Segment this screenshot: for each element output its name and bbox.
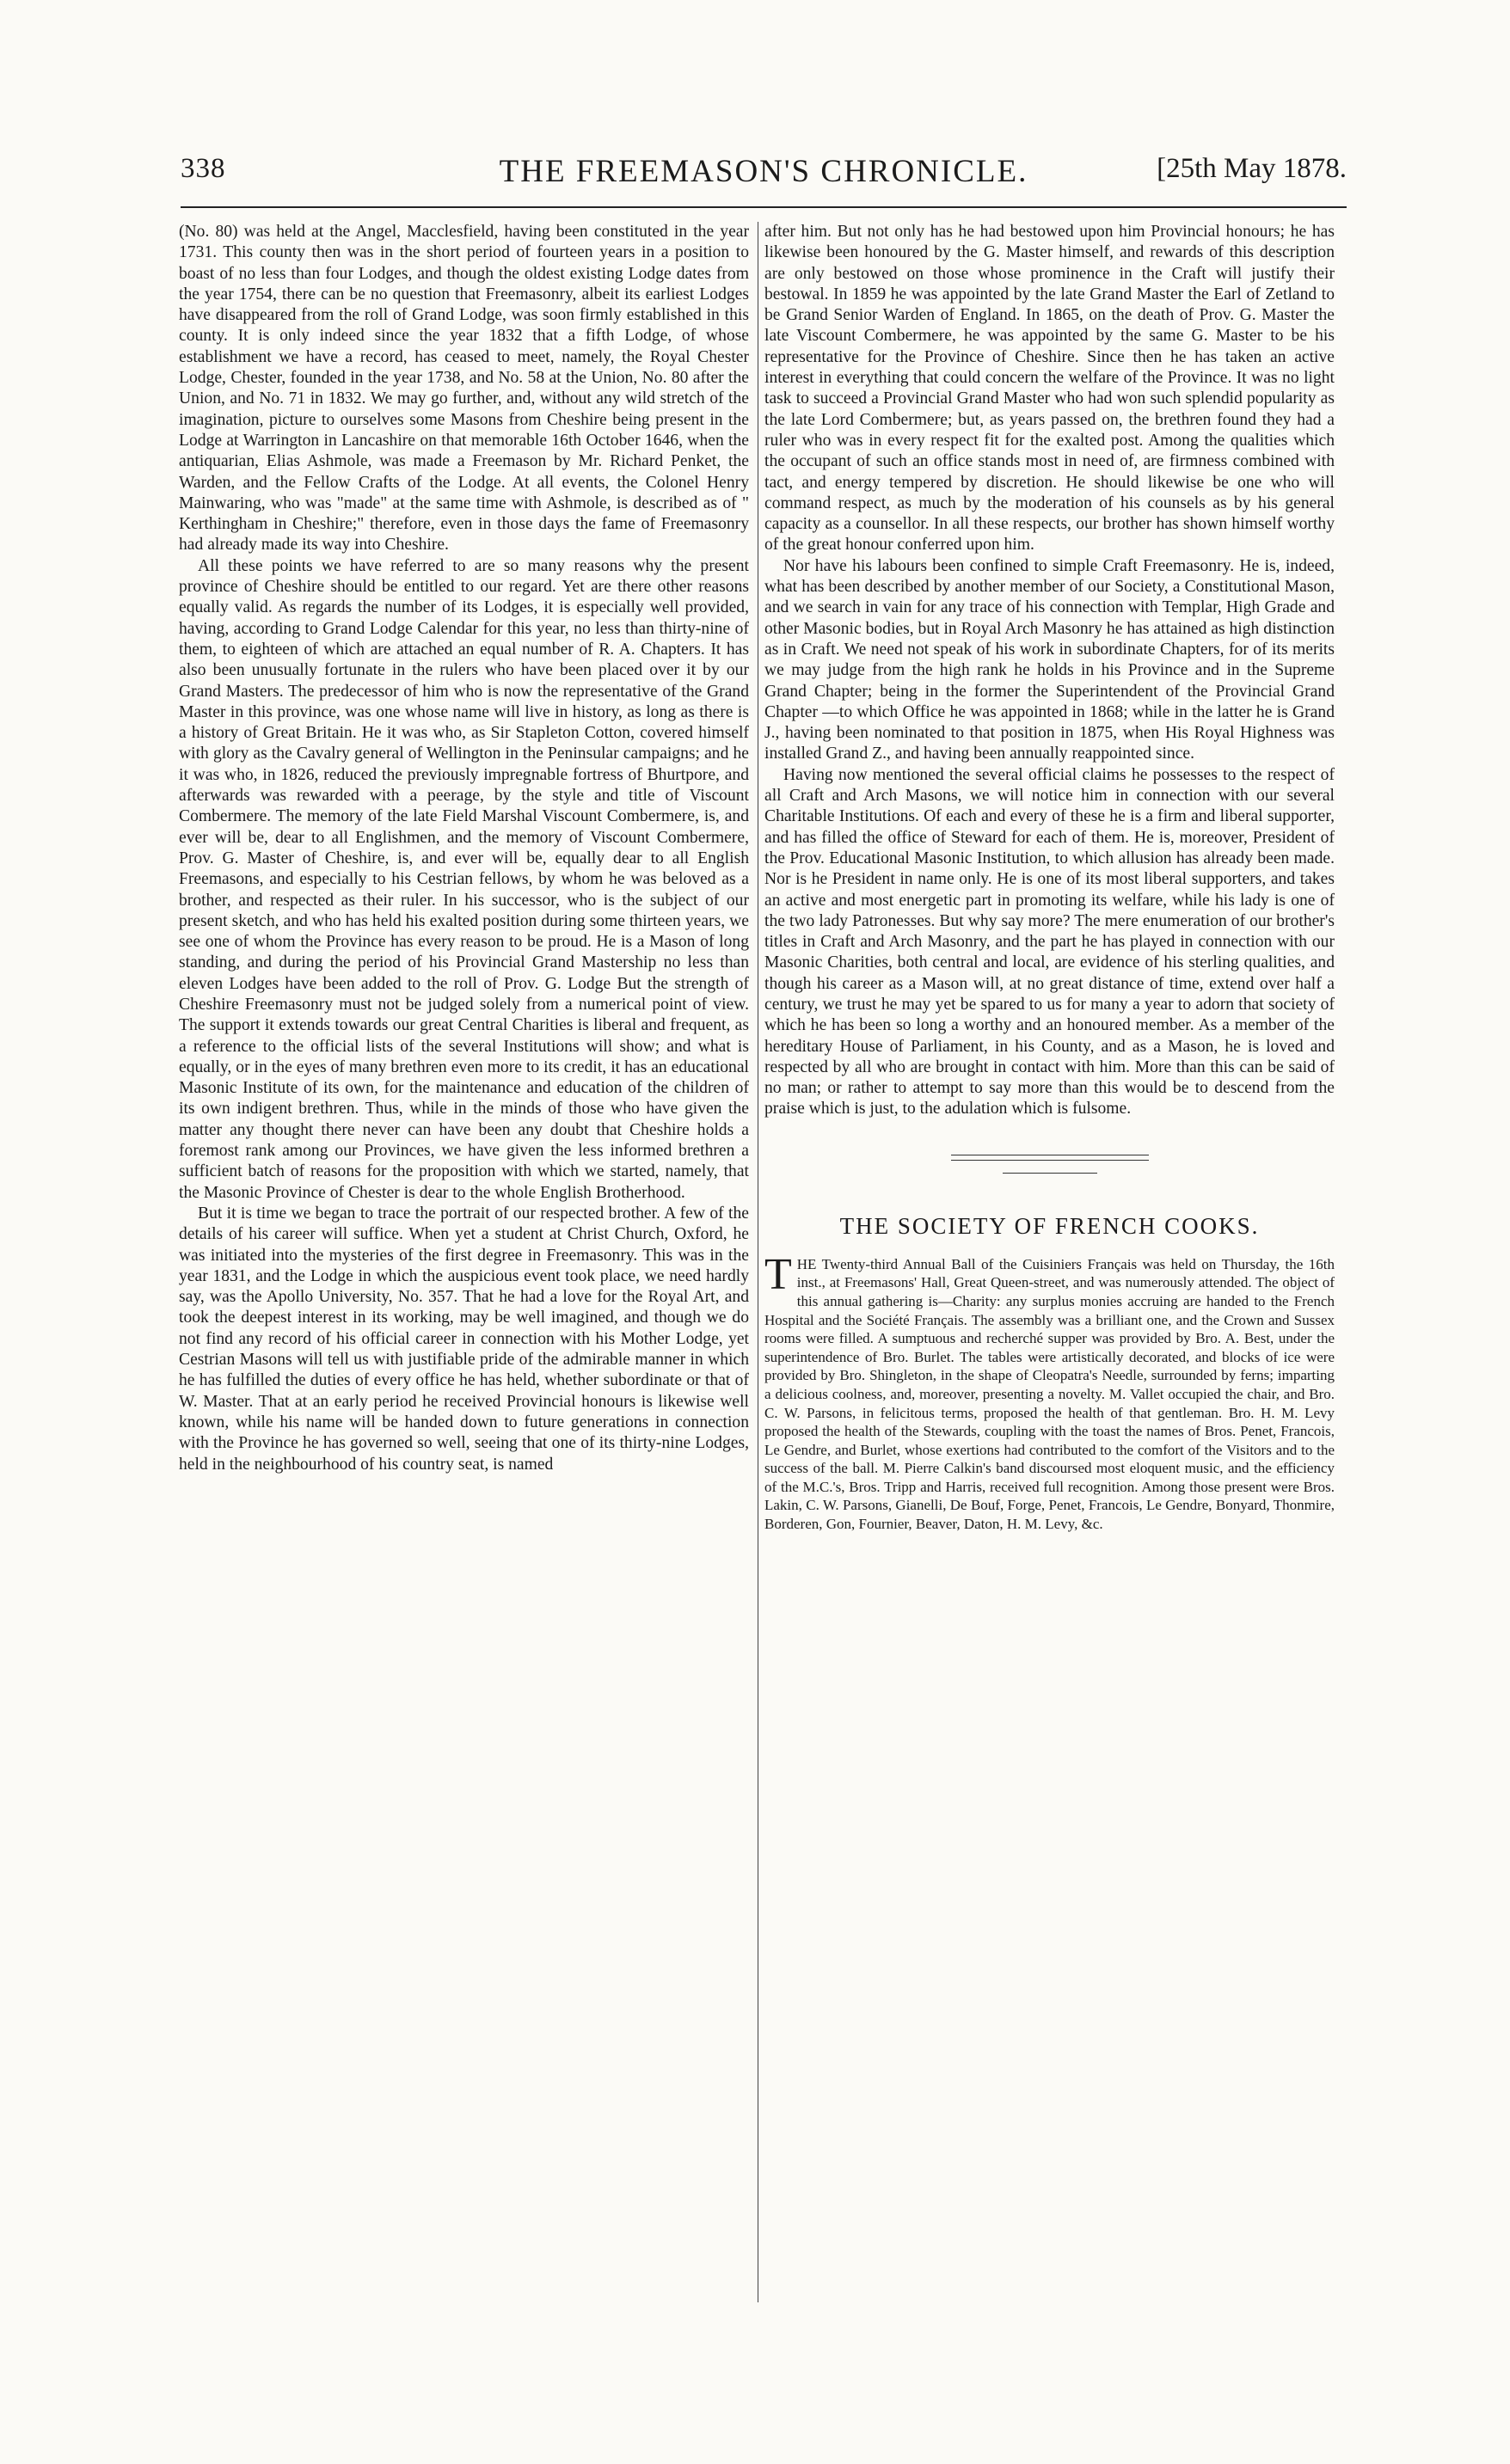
french-cooks-body: HE Twenty-third Annual Ball of the Cuisiniers Français was held on Thursday, the 16th inst., at Freemasons' Hall, Great Queen-street, and was numerously attended. The object of this annual gathering is—Charity: any surplus monies accruing are handed to the French Hospital and the Société Français. The assembly was a brilliant one, and the Crown and Sussex rooms were filled. A sumptuous and recherché supper was provided by Bro. A. Best, under the superintendence of Bro. Burlet. The tables were artistically decorated, and blocks of ice were provided by Bro. Shingleton, in the shape of Cleopatra's Needle, surrounded by ferns; imparting a delicious coolness, and, moreover, presenting a novelty. M. Vallet occupied the chair, and Bro. C. W. Parsons, in felicitous terms, proposed the health of that gentleman. Bro. H. M. Levy proposed the health of the Stewards, coupling with the toast the names of Bros. Penet, Francois, Le Gendre, and Burlet, whose exertions had contributed to the comfort of the Visitors and to the success of the ball. M. Pierre Calkin's band discoursed most eloquent music, and the efficiency of the M.C.'s, Bros. Tripp and Harris, received full recognition. Among those present were Bros. Lakin, C. W. Parsons, Gianelli, De Bouf, Forge, Penet, Francois, Le Gendre, Bonyard, Thonmire, Borderen, Gon, Fournier, Beaver, Daton, H. M. Levy, &c. [764, 1255, 1335, 1533]
newspaper-title: THE FREEMASON'S CHRONICLE. [499, 154, 1028, 189]
masthead [181, 153, 1347, 198]
right-column [764, 222, 1335, 1534]
left-paragraph-2: All these points we have referred to are so many reasons why the present province of Cheshire should be entitled to our regard. Yet are there other reasons equally valid. As regards the number of its Lodges, it is especially well provided, having, according to Grand Lodge Calendar for this year, no less than thirty-nine of them, to eighteen of which are attached an equal number of R. A. Chapters. It has also been unusually fortunate in the rulers who have been placed over it by our Grand Masters. The predecessor of him who is now the representative of the Grand Master in this province, was one whose name will live in history, as long as there is a history of Great Britain. He it was who, as Sir Stapleton Cotton, covered himself with glory as the Cavalry general of Wellington in the Peninsular campaigns; and he it was who, in 1826, reduced the previously impregnable fortress of Bhurtpore, and afterwards was rewarded with a peerage, by the style and title of Viscount Combermere. The memory of the late Field Marshal Viscount Combermere, is, and ever will be, dear to all Englishmen, and the memory of Viscount Combermere, Prov. G. Master of Cheshire, is, and ever will be, equally dear to all English Freemasons, and especially to his Cestrian fellows, by whom he was beloved as a brother, and respected as their ruler. In his successor, who is the subject of our present sketch, and who has held his exalted position during some thirteen years, we see one of whom the Province has every reason to be proud. He is a Mason of long standing, and during the period of his Provincial Grand Mastership no less than eleven Lodges have been added to the roll of Prov. G. Lodge But the strength of Cheshire Freemasonry must not be judged solely from a numerical point of view. The support it extends towards our great Central Charities is liberal and frequent, as a reference to the official lists of the several Institutions will show; and what is equally, or in the eyes of many brethren even more to its credit, it has an educational Masonic Institute of its own, for the maintenance and education of the children of its own indigent brethren. Thus, while in the minds of those who have given the matter any thought there never can have been any doubt that Cheshire holds a foremost rank among our Provinces, we have given the less informed brethren a sufficient batch of reasons for the proposition with which we started, namely, that the Masonic Province of Chester is dear to the whole English Brotherhood. [179, 556, 749, 1202]
page-number: 338 [181, 153, 226, 184]
right-paragraph-2: Nor have his labours been confined to simple Craft Freemasonry. He is, indeed, what has been described by another member of our Society, a Constitutional Mason, and we search in vain for any trace of his connection with Templar, High Grade and other Masonic bodies, but in Royal Arch Masonry he has attained as high distinction as in Craft. We need not speak of his work in subordinate Chapters, for of its merits we may judge from the high rank he holds in his Province and in the Supreme Grand Chapter; being in the former the Superintendent of the Provincial Grand Chapter —to which Office he was appointed in 1868; while in the latter he is Grand J., having been nominated to that position in 1875, when His Royal Highness was installed Grand Z., and having been annually reappointed since. [764, 556, 1335, 763]
right-paragraph-1: after him. But not only has he had bestowed upon him Provincial honours; he has likewise been honoured by the G. Master himself, and rewards of this description are only bestowed on those whose prominence in the Craft will justify their bestowal. In 1859 he was appointed by the late Grand Master the Earl of Zetland to be Grand Senior Warden of England. In 1865, on the death of Prov. G. Master the late Viscount Combermere, he was appointed by the same G. Master to be his representative for the Province of Cheshire. Since then he has taken an active interest in everything that could concern the welfare of the Province. It was no light task to succeed a Provincial Grand Master who had won such splendid popularity as the late Lord Combermere; but, as years passed on, the brethren found they had a ruler who was in every respect fit for the exalted post. Among the qualities which the occupant of such an office stands most in need of, are firmness combined with tact, and energy tempered by discretion. He should likewise be one who will command respect, as much by the moderation of his counsels as by his general capacity as a counsellor. In all these respects, our brother has shown himself worthy of the great honour conferred upon him. [764, 223, 1335, 555]
issue-date: [25th May 1878. [1157, 153, 1347, 184]
french-cooks-heading: THE SOCIETY OF FRENCH COOKS. [839, 1212, 1260, 1239]
left-column [179, 222, 749, 1475]
left-paragraph-1: (No. 80) was held at the Angel, Macclesfield, having been constituted in the year 1731. This county then was in the short period of fourteen years in a position to boast of no less than four Lodges, and though the oldest existing Lodge dates from the year 1754, there can be no question that Freemasonry, albeit its earliest Lodges have disappeared from the roll of Grand Lodge, was soon firmly established in this county. It is only indeed since the year 1832 that a fifth Lodge, of whose establishment we have a record, has ceased to meet, namely, the Royal Chester Lodge, Chester, founded in the year 1738, and No. 58 at the Union, No. 80 after the Union, and No. 71 in 1832. We may go further, and, without any wild stretch of the imagination, picture to ourselves some Masons from Cheshire being present in the Lodge at Warrington in Lancashire on that memorable 16th October 1646, when the antiquarian, Elias Ashmole, was made a Freemason by Mr. Richard Penket, the Warden, and the Fellow Crafts of the Lodge. At all events, the Colonel Henry Mainwaring, who was "made" at the same time with Ashmole, is described as of " Kerthingham in Cheshire;" therefore, even in those days the fame of Freemasonry had already made its way into Cheshire. [179, 223, 749, 555]
drop-cap: T [764, 1249, 792, 1299]
section-divider [951, 1155, 1149, 1161]
section-divider-short [1003, 1173, 1097, 1174]
french-cooks-article [764, 1249, 1335, 1534]
right-paragraph-3: Having now mentioned the several official claims he possesses to the respect of all Craft and Arch Masons, we will notice him in connection with our several Charitable Institutions. Of each and every of these he is a firm and liberal supporter, and has filled the office of Steward for each of them. He is, moreover, President of the Prov. Educational Masonic Institution, to which allusion has already been made. Nor is he President in name only. He is one of its most liberal supporters, and takes an active and most energetic part in promoting its welfare, while his lady is one of the two lady Patronesses. But why say more? The mere enumeration of our brother's titles in Craft and Arch Masonry, and the part he has played in connection with our Masonic Charities, both central and local, are evidence of his sterling qualities, and though his career as a Mason will, at no great distance of time, extend over half a century, we trust he may yet be spared to us for many a year to adorn that society of which he has been so long a worthy and an honoured member. As a member of the hereditary House of Parliament, in his County, and as a Mason, he is loved and respected by all who are brought in contact with him. More than this can be said of no man; or rather to attempt to say more than this would be to descend from the praise which is just, to the adulation which is fulsome. [764, 765, 1335, 1119]
left-paragraph-3: But it is time we began to trace the portrait of our respected brother. A few of the details of his career will suffice. When yet a student at Christ Church, Oxford, he was initiated into the mysteries of the first degree in Freemasonry. This was in the year 1831, and the Lodge in which the auspicious event took place, we need hardly say, was the Apollo University, No. 357. That he had a love for the Royal Art, and took the deepest interest in its working, may be well imagined, and though we do not find any record of his official career in connection with his Mother Lodge, yet Cestrian Masons will tell us with justifiable pride of the admirable manner in which he has fulfilled the duties of every office he has held, whether subordinate or that of W. Master. That at an early period he received Provincial honours is likewise well known, while his name will be handed down to future generations in connection with the Province he has governed so well, seeing that one of its thirty-nine Lodges, held in the neighbourhood of his country seat, is named [179, 1204, 749, 1474]
header-rule [181, 206, 1347, 208]
